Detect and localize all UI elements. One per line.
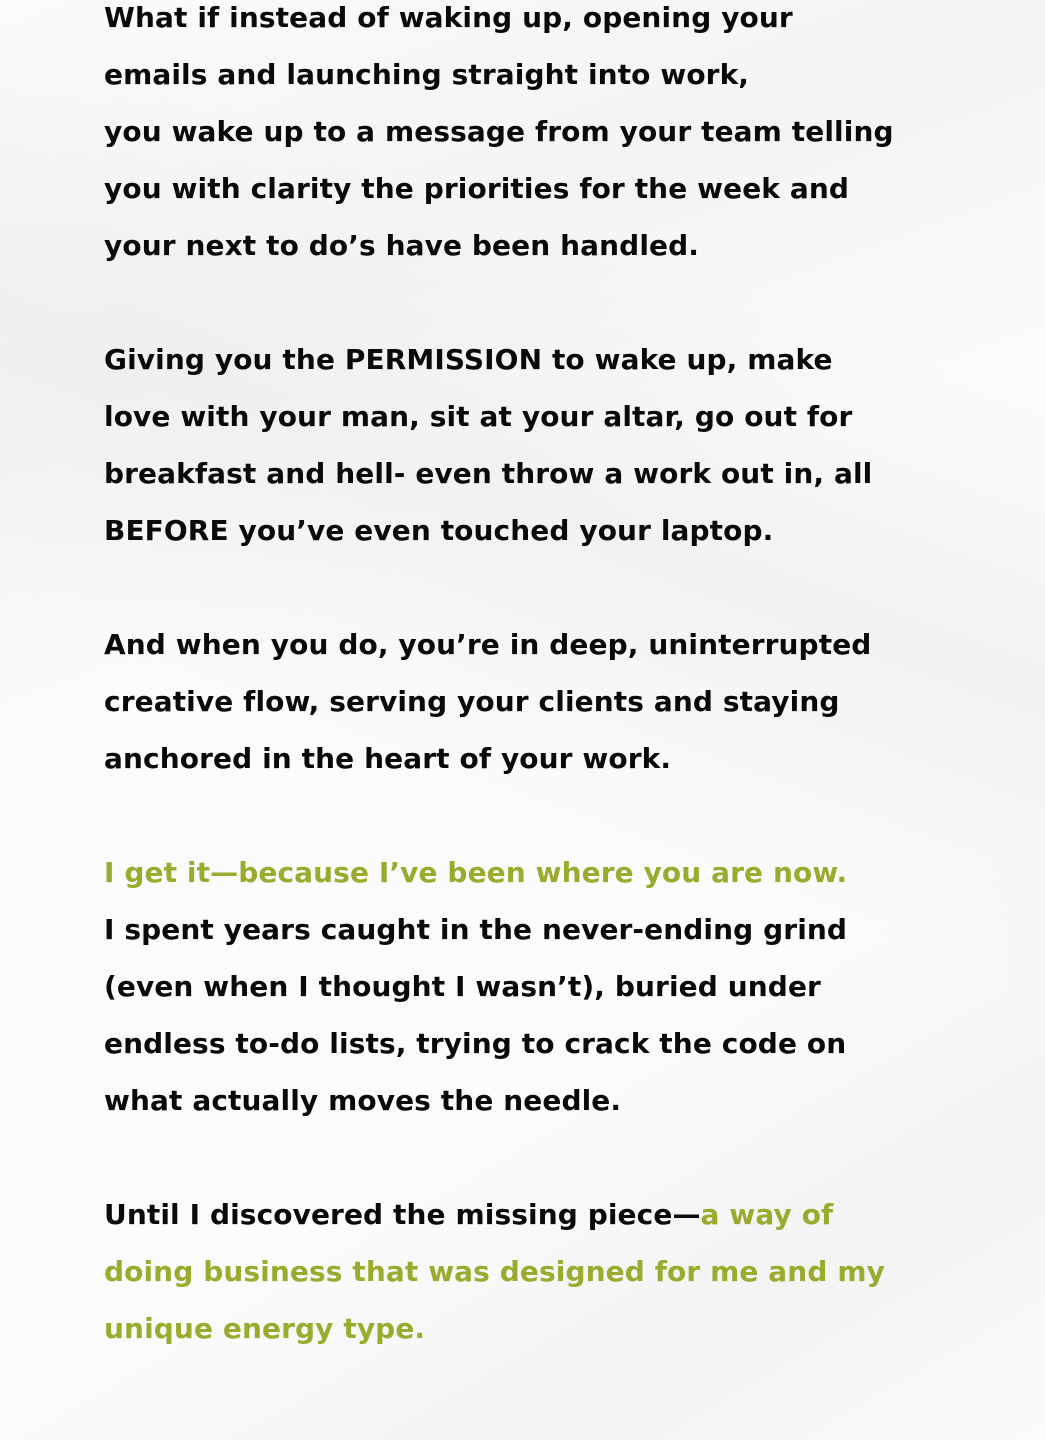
text-line: you wake up to a message from your team telling xyxy=(104,115,894,148)
text-line: what actually moves the needle. xyxy=(104,1084,622,1117)
paragraph-morning-vision xyxy=(104,0,954,274)
paragraph-creative-flow xyxy=(104,616,954,787)
highlight-line: I get it—because I’ve been where you are now. xyxy=(104,856,848,889)
text-line-mixed xyxy=(104,1186,954,1243)
text-line: What if instead of waking up, opening your xyxy=(104,1,793,34)
highlight-line: unique energy type. xyxy=(104,1312,426,1345)
highlight-text: a way of xyxy=(700,1198,834,1231)
text-line: emails and launching straight into work, xyxy=(104,58,750,91)
paragraph-permission xyxy=(104,331,954,559)
text-line: anchored in the heart of your work. xyxy=(104,742,672,775)
article-body xyxy=(104,0,954,1414)
text-line: BEFORE you’ve even touched your laptop. xyxy=(104,514,774,547)
text-line: your next to do’s have been handled. xyxy=(104,229,699,262)
lead-text: Until I discovered the missing piece— xyxy=(104,1198,701,1231)
text-line: breakfast and hell- even throw a work out in, all xyxy=(104,457,873,490)
text-line: creative flow, serving your clients and staying xyxy=(104,685,840,718)
text-line: And when you do, you’re in deep, uninterrupted xyxy=(104,628,872,661)
text-line: love with your man, sit at your altar, go out for xyxy=(104,400,853,433)
text-line: endless to-do lists, trying to crack the code on xyxy=(104,1027,847,1060)
text-line: I spent years caught in the never-ending grind xyxy=(104,913,848,946)
paragraph-missing-piece xyxy=(104,1186,954,1357)
text-line: (even when I thought I wasn’t), buried under xyxy=(104,970,821,1003)
paragraph-i-get-it xyxy=(104,844,954,1129)
text-line: you with clarity the priorities for the week and xyxy=(104,172,850,205)
text-line: Giving you the PERMISSION to wake up, make xyxy=(104,343,833,376)
highlight-line: doing business that was designed for me and my xyxy=(104,1255,885,1288)
